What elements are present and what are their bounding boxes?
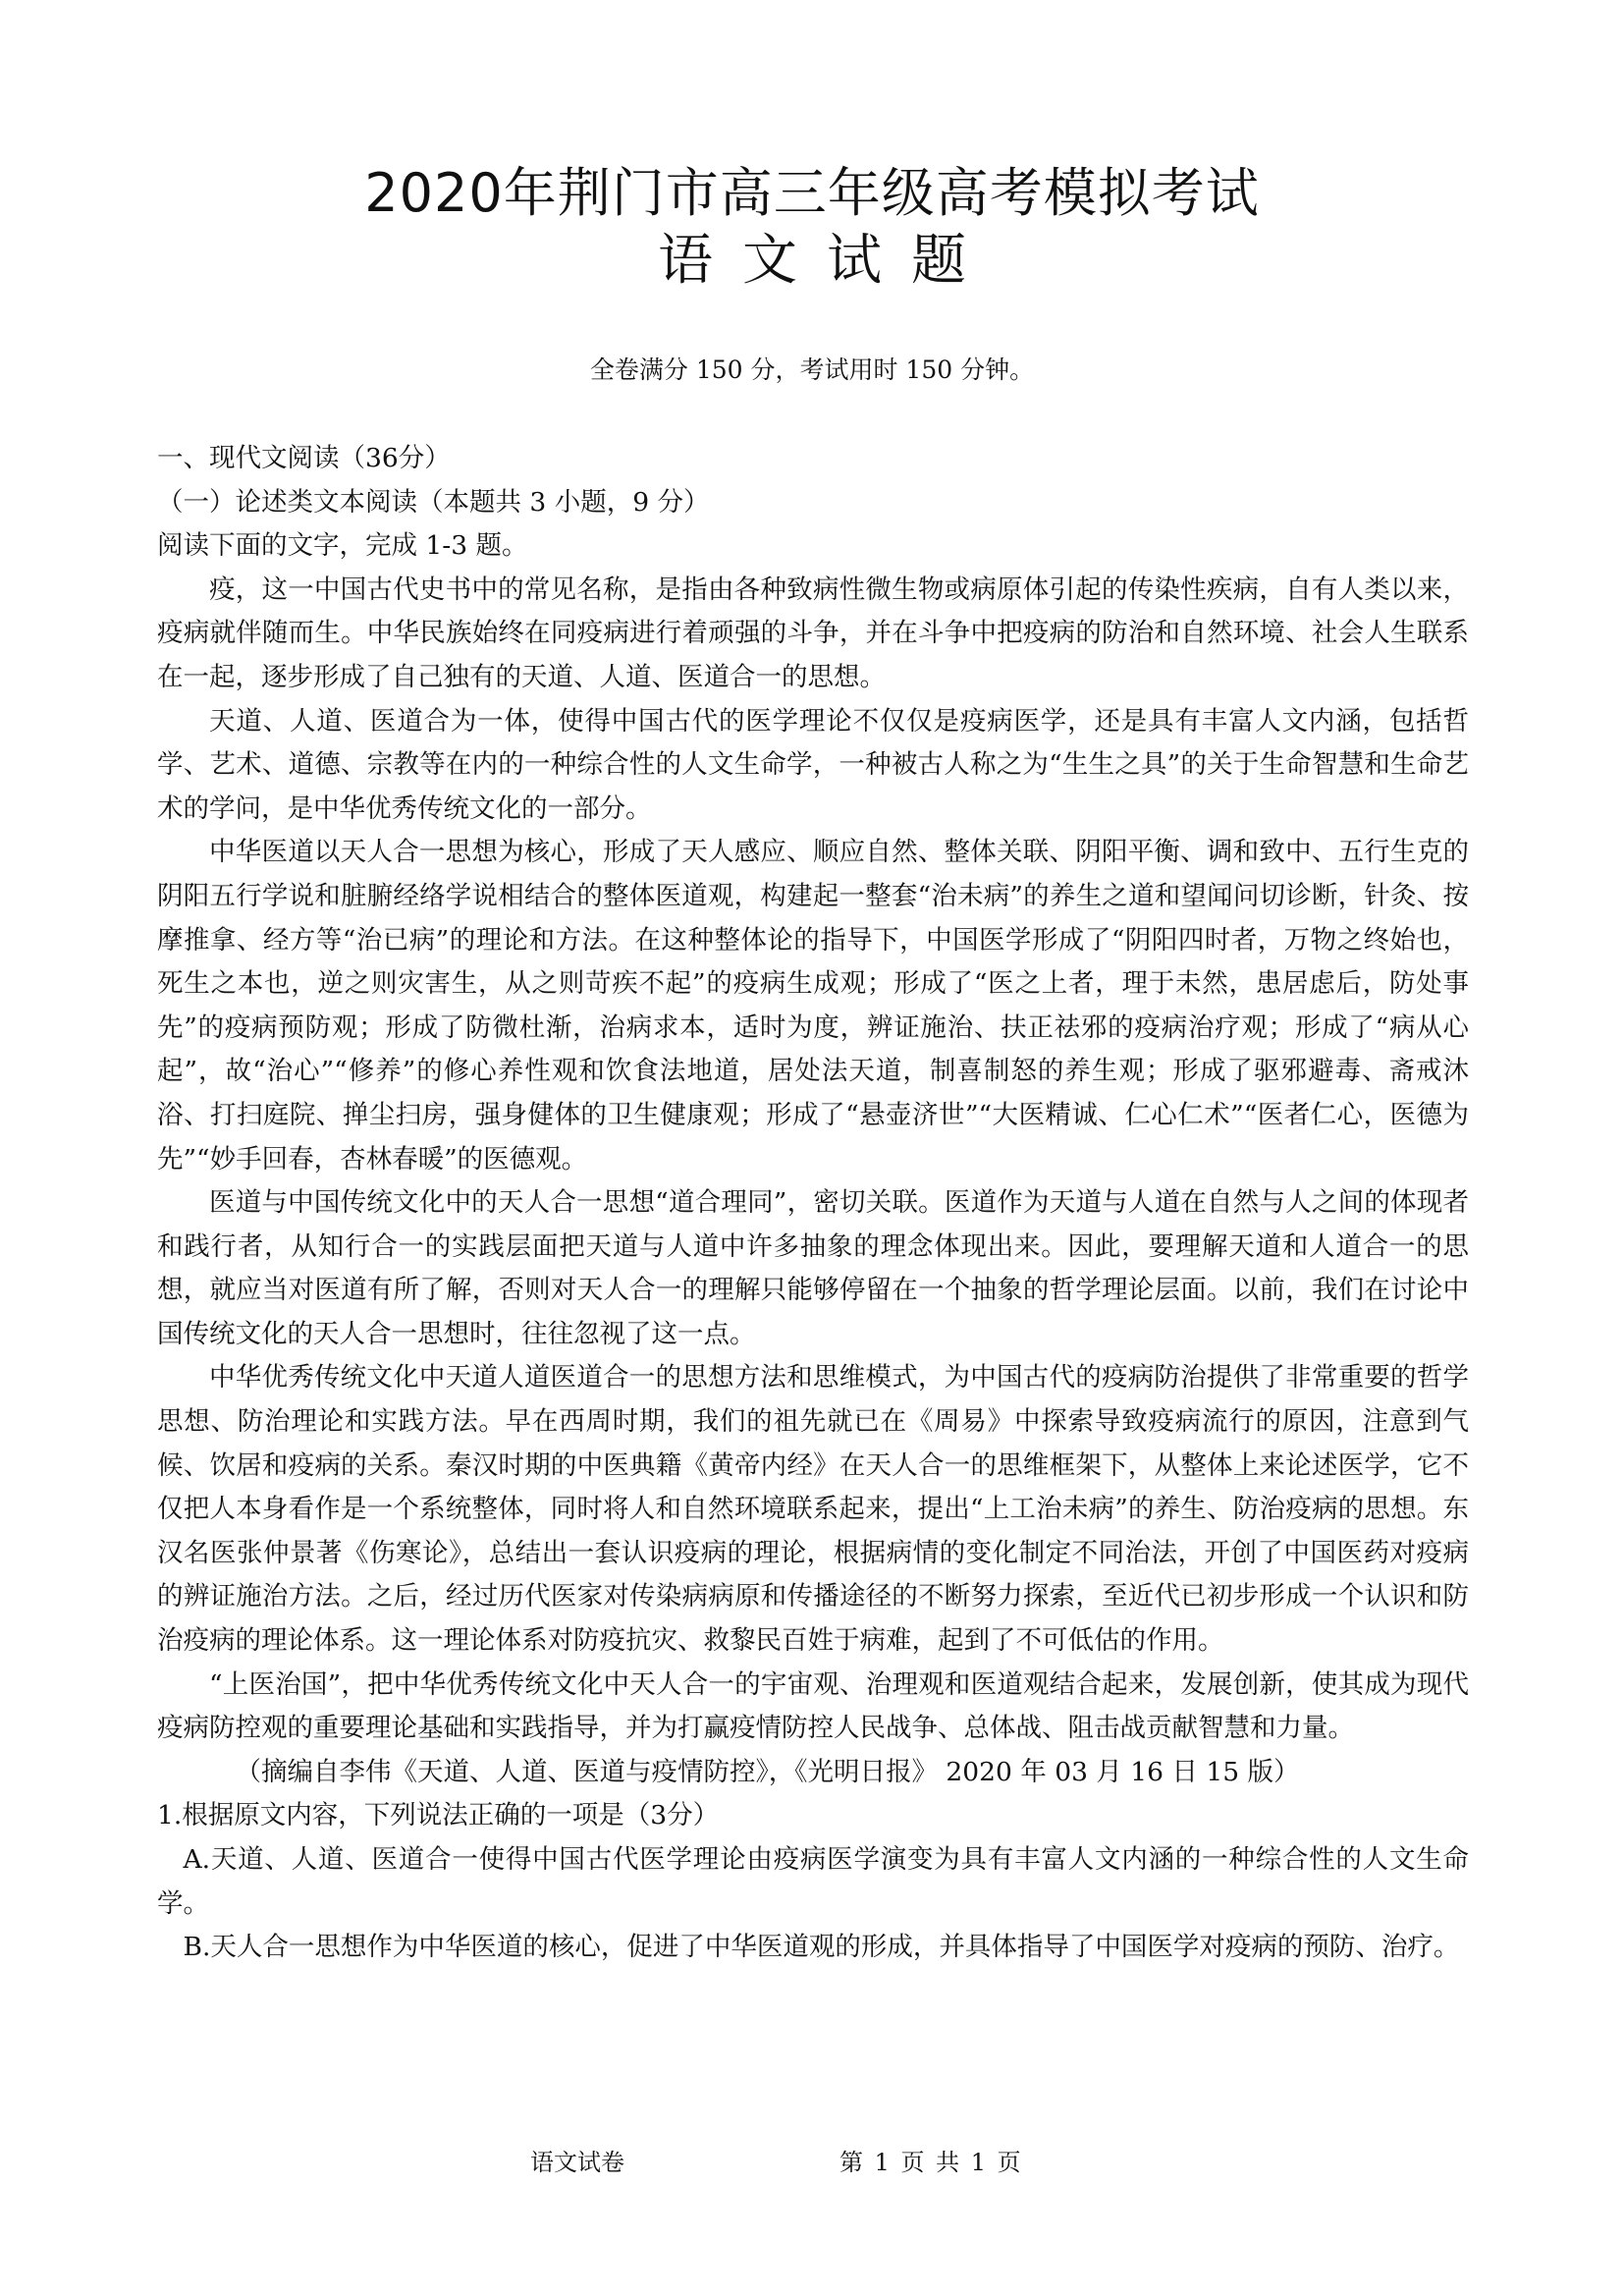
question-option-a: A.天道、人道、医道合一使得中国古代医学理论由疫病医学演变为具有丰富人文内涵的一种综合性的人文生命学。	[157, 1844, 1469, 1919]
passage-paragraph-1: 疫，这一中国古代史书中的常见名称，是指由各种致病性微生物或病原体引起的传染性疾病，自有人类以来，疫病就伴随而生。中华民族始终在同疫病进行着顽强的斗争，并在斗争中把疫病的防治和自然环境、社会人生联系在一起，逐步形成了自己独有的天道、人道、医道合一的思想。	[157, 574, 1469, 692]
exam-content	[157, 437, 1469, 1970]
passage-paragraph-3: 中华医道以天人合一思想为核心，形成了天人感应、顺应自然、整体关联、阴阳平衡、调和致中、五行生克的阴阳五行学说和脏腑经络学说相结合的整体医道观，构建起一整套“治未病”的养生之道和望闻问切诊断，针灸、按摩推拿、经方等“治已病”的理论和方法。在这种整体论的指导下，中国医学形成了“阴阳四时者，万物之终始也，死生之本也，逆之则灾害生，从之则苛疾不起”的疫病生成观；形成了“医之上者，理于未然，患居虑后，防处事先”的疫病预防观；形成了防微杜渐，治病求本，适时为度，辨证施治、扶正祛邪的疫病治疗观；形成了“病从心起”，故“治心”“修养”的修心养性观和饮食法地道，居处法天道，制喜制怒的养生观；形成了驱邪避毒、斋戒沐浴、打扫庭院、掸尘扫房，强身健体的卫生健康观；形成了“悬壶济世”“大医精诚、仁心仁术”“医者仁心，医德为先”“妙手回春，杏林春暖”的医德观。	[157, 837, 1469, 1175]
passage-paragraph-4: 医道与中国传统文化中的天人合一思想“道合理同”，密切关联。医道作为天道与人道在自然与人之间的体现者和践行者，从知行合一的实践层面把天道与人道中许多抽象的理念体现出来。因此，要理解天道和人道合一的思想，就应当对医道有所了解，否则对天人合一的理解只能够停留在一个抽象的哲学理论层面。以前，我们在讨论中国传统文化的天人合一思想时，往往忽视了这一点。	[157, 1187, 1469, 1349]
question-option-b: B.天人合一思想作为中华医道的核心，促进了中华医道观的形成，并具体指导了中国医学对疫病的预防、治疗。	[183, 1932, 1460, 1963]
question-stem: 1.根据原文内容，下列说法正确的一项是（3分）	[157, 1800, 720, 1831]
exam-meta: 全卷满分 150 分，考试用时 150 分钟。	[589, 355, 1035, 384]
page-number: 第 1 页 共 1 页	[839, 2149, 1021, 2176]
exam-title: 2020年荆门市高三年级高考模拟考试	[364, 162, 1260, 224]
passage-paragraph-2: 天道、人道、医道合为一体，使得中国古代的医学理论不仅仅是疫病医学，还是具有丰富人文内涵，包括哲学、艺术、道德、宗教等在内的一种综合性的人文生命学，一种被古人称之为“生生之具”的关于生命智慧和生命艺术的学问，是中华优秀传统文化的一部分。	[157, 705, 1469, 824]
section-heading: 一、现代文阅读（36分）	[157, 443, 451, 473]
section-subheading: （一）论述类文本阅读（本题共 3 小题，9 分）	[157, 486, 710, 518]
passage-paragraph-5: 中华优秀传统文化中天道人道医道合一的思想方法和思维模式，为中国古代的疫病防治提供了非常重要的哲学思想、防治理论和实践方法。早在西周时期，我们的祖先就已在《周易》中探索导致疫病流行的原因，注意到气候、饮居和疫病的关系。秦汉时期的中医典籍《黄帝内经》在天人合一的思维框架下，从整体上来论述医学，它不仅把人本身看作是一个系统整体，同时将人和自然环境联系起来，提出“上工治未病”的养生、防治疫病的思想。东汉名医张仲景著《伤寒论》，总结出一套认识疫病的理论，根据病情的变化制定不同治法，开创了中国医药对疫病的辨证施治方法。之后，经过历代医家对传染病病原和传播途径的不断努力探索，至近代已初步形成一个认识和防治疫病的理论体系。这一理论体系对防疫抗灾、救黎民百姓于病难，起到了不可低估的作用。	[157, 1362, 1469, 1657]
exam-subtitle: 语文试题	[658, 229, 996, 293]
passage-paragraph-6: “上医治国”，把中华优秀传统文化中天人合一的宇宙观、治理观和医道观结合起来，发展创新，使其成为现代疫病防控观的重要理论基础和实践指导，并为打赢疫情防控人民战争、总体战、阻击战贡献智慧和力量。	[157, 1668, 1469, 1744]
footer-label: 语文试卷	[530, 2149, 624, 2176]
reading-instruction: 阅读下面的文字，完成 1-3 题。	[157, 530, 528, 562]
passage-source: （摘编自李伟《天道、人道、医道与疫情防控》，《光明日报》 2020 年 03 月 16 日 15 版）	[235, 1756, 1300, 1787]
